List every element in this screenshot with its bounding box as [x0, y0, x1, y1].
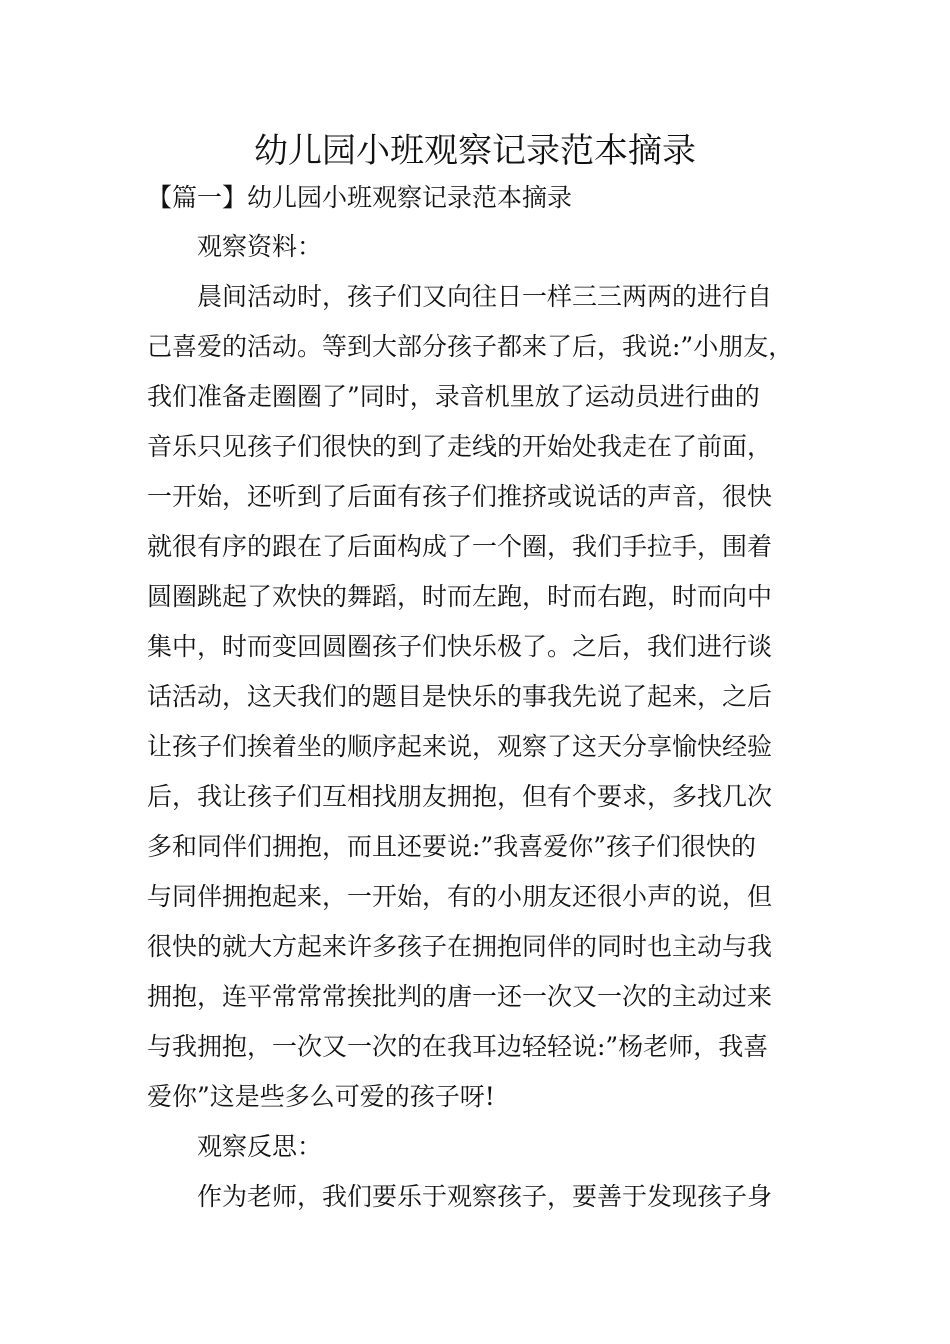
label-observation-material: [147, 222, 827, 272]
paragraph-line: 集中，时而变回圆圈孩子们快乐极了。之后，我们进行谈: [147, 632, 773, 661]
reflection-paragraph: [147, 1172, 827, 1222]
document-title: 幼儿园小班观察记录范本摘录: [254, 131, 696, 171]
section-heading-text: 【篇一】幼儿园小班观察记录范本摘录: [147, 183, 573, 212]
paragraph-line: 爱你”这是些多么可爱的孩子呀!: [147, 1082, 495, 1111]
section-heading: [147, 173, 827, 223]
paragraph-line: 晨间活动时，孩子们又向往日一样三三两两的进行自: [197, 282, 773, 311]
paragraph-line: 很快的就大方起来许多孩子在拥抱同伴的同时也主动与我: [147, 932, 773, 961]
paragraph-line: 己喜爱的活动。等到大部分孩子都来了后，我说:”小朋友，: [147, 332, 794, 361]
paragraph-line: 与我拥抱，一次又一次的在我耳边轻轻说:”杨老师，我喜: [147, 1032, 769, 1061]
label-observation-reflection-text: 观察反思：: [197, 1132, 323, 1161]
paragraph-line: 拥抱，连平常常常挨批判的唐一还一次又一次的主动过来: [147, 982, 773, 1011]
paragraph-line: 让孩子们挨着坐的顺序起来说，观察了这天分享愉快经验: [147, 732, 773, 761]
paragraph-line: 音乐只见孩子们很快的到了走线的开始处我走在了前面，: [147, 432, 773, 461]
reflection-line: 作为老师，我们要乐于观察孩子，要善于发现孩子身: [197, 1182, 773, 1211]
paragraph-line: 我们准备走圈圈了”同时，录音机里放了运动员进行曲的: [147, 382, 760, 411]
paragraph-line: 多和同伴们拥抱，而且还要说:”我喜爱你”孩子们很快的: [147, 832, 756, 861]
label-observation-reflection: [147, 1122, 827, 1172]
paragraph-line: 与同伴拥抱起来，一开始，有的小朋友还很小声的说，但: [147, 882, 773, 911]
paragraph-line: 一开始，还听到了后面有孩子们推挤或说话的声音，很快: [147, 482, 773, 511]
paragraph-line: 就很有序的跟在了后面构成了一个圈，我们手拉手，围着: [147, 532, 773, 561]
paragraph-line: 话活动，这天我们的题目是快乐的事我先说了起来，之后: [147, 682, 773, 711]
label-observation-material-text: 观察资料：: [197, 232, 323, 261]
observation-paragraph: [147, 272, 827, 1122]
paragraph-line: 后，我让孩子们互相找朋友拥抱，但有个要求，多找几次: [147, 782, 773, 811]
paragraph-line: 圆圈跳起了欢快的舞蹈，时而左跑，时而右跑，时而向中: [147, 582, 773, 611]
